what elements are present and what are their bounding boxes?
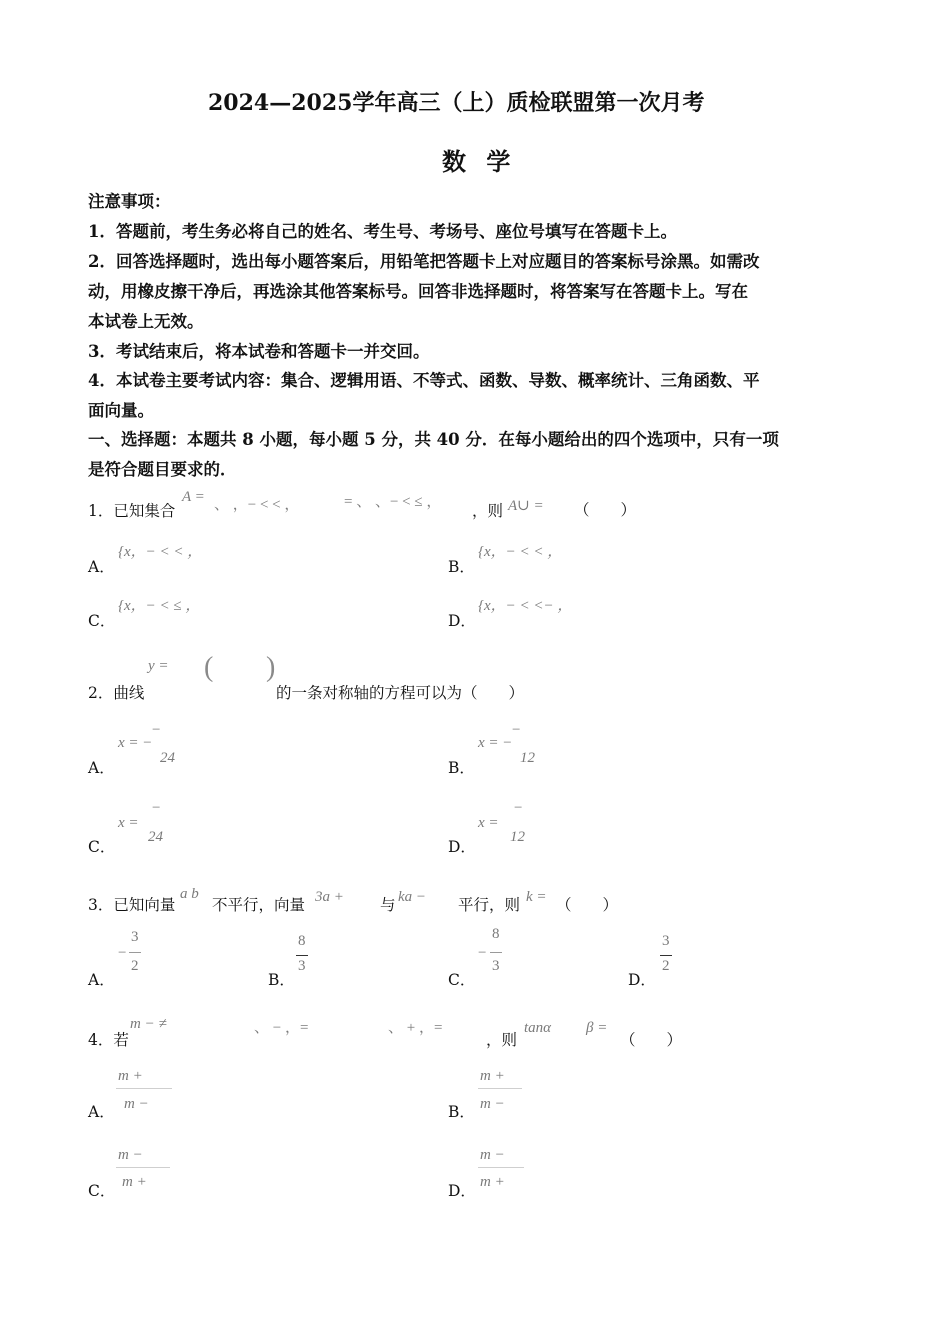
notice-item-2-line-1: 2．回答选择题时，选出每小题答案后，用铅笔把答题卡上对应题目的答案标号涂黑。如需改 bbox=[88, 252, 760, 271]
q2-option-a-den: 24 bbox=[160, 750, 175, 766]
q1-answer-blank: （ ） bbox=[574, 501, 637, 519]
q4-formula-eq-1: 、 − ，= bbox=[254, 1020, 309, 1036]
q2-option-b-den: 12 bbox=[520, 750, 535, 766]
q1-formula-set-a: A = bbox=[182, 489, 205, 505]
q3-option-b-fraction-bar bbox=[296, 955, 308, 956]
notice-item-2-line-2: 动，用橡皮擦干净后，再选涂其他答案标号。回答非选择题时，将答案写在答题卡上。写在 bbox=[88, 282, 748, 301]
q4-option-d-label: D． bbox=[448, 1182, 476, 1200]
q1-formula-union: A∪ = bbox=[508, 498, 544, 514]
q3-answer-blank: （ ） bbox=[556, 896, 619, 914]
q3-option-c-label: C． bbox=[448, 971, 476, 989]
exam-title: 2024—2025学年高三（上）质检联盟第一次月考 bbox=[208, 90, 705, 116]
q2-option-d-den: 12 bbox=[510, 829, 525, 845]
q2-stem: 2．曲线 bbox=[88, 684, 145, 702]
q2-tail: 的一条对称轴的方程可以为（ ） bbox=[276, 684, 525, 702]
q3-formula-vectors: a b bbox=[180, 886, 199, 902]
q1-stem: 1．已知集合 bbox=[88, 502, 176, 520]
q2-option-b-num: − bbox=[512, 722, 521, 738]
section-heading-line-2: 是符合题目要求的． bbox=[88, 460, 237, 479]
q3-option-b-den: 3 bbox=[298, 958, 306, 974]
q4-option-b-num: m + bbox=[480, 1068, 505, 1084]
q4-formula-beta: β = bbox=[586, 1020, 608, 1036]
q4-formula-condition: m − ≠ bbox=[130, 1016, 167, 1032]
q3-option-a-fraction-bar bbox=[129, 952, 141, 953]
q3-option-a-label: A． bbox=[88, 971, 115, 989]
q2-formula-y: y = bbox=[148, 658, 169, 674]
q1-option-b-expr: {x，− < < ， bbox=[478, 544, 563, 560]
q3-option-d-fraction-bar bbox=[660, 955, 672, 956]
q2-option-d-num: − bbox=[514, 800, 523, 816]
q2-option-d-lhs: x = bbox=[478, 815, 499, 831]
q3-option-c-num: 8 bbox=[492, 926, 500, 942]
q4-formula-eq-2: 、 + ，= bbox=[388, 1020, 443, 1036]
q4-formula-tan: tanα bbox=[524, 1020, 552, 1036]
q4-option-a-den: m − bbox=[124, 1096, 149, 1112]
q1-tail: ，则 bbox=[472, 502, 504, 520]
q3-formula-k: k = bbox=[526, 889, 547, 905]
q4-option-c-fraction-bar bbox=[116, 1167, 170, 1168]
q1-option-c-label: C． bbox=[88, 612, 116, 630]
q4-option-d-num: m − bbox=[480, 1147, 505, 1163]
notice-item-4-line-2: 面向量。 bbox=[88, 401, 154, 420]
q3-mid-2: 与 bbox=[380, 896, 396, 914]
q4-option-d-den: m + bbox=[480, 1174, 505, 1190]
q3-option-d-den: 2 bbox=[662, 958, 670, 974]
q2-option-a-num: − bbox=[152, 722, 161, 738]
q2-option-d-label: D． bbox=[448, 838, 476, 856]
q4-stem: 4．若 bbox=[88, 1031, 129, 1049]
q1-formula-set-a-cond: 、 ，− < < ， bbox=[214, 497, 300, 513]
q3-mid-1: 不平行，向量 bbox=[212, 896, 306, 914]
q1-formula-set-b: = 、 、− < ≤ ， bbox=[344, 494, 442, 510]
q2-formula-right-paren: ) bbox=[266, 652, 276, 683]
q2-option-a-lhs: x = − bbox=[118, 735, 153, 751]
q3-option-d-num: 3 bbox=[662, 933, 670, 949]
q4-option-b-fraction-bar bbox=[478, 1088, 522, 1089]
q1-option-a-label: A． bbox=[88, 558, 115, 576]
q2-option-c-den: 24 bbox=[148, 829, 163, 845]
notice-heading: 注意事项： bbox=[88, 192, 171, 211]
q3-mid-3: 平行，则 bbox=[458, 896, 521, 914]
q3-option-a-num: 3 bbox=[131, 929, 139, 945]
q4-tail: ，则 bbox=[486, 1031, 518, 1049]
q2-option-b-lhs: x = − bbox=[478, 735, 513, 751]
q2-option-c-label: C． bbox=[88, 838, 116, 856]
q3-option-c-fraction-bar bbox=[490, 952, 502, 953]
q3-formula-vec-1: 3a + bbox=[315, 889, 344, 905]
q2-formula-left-paren: ( bbox=[204, 652, 214, 683]
q2-option-c-lhs: x = bbox=[118, 815, 139, 831]
q3-option-b-num: 8 bbox=[298, 933, 306, 949]
q2-option-a-label: A． bbox=[88, 759, 115, 777]
q4-option-a-fraction-bar bbox=[116, 1088, 172, 1089]
q3-option-d-label: D． bbox=[628, 971, 656, 989]
q3-formula-vec-2: ka − bbox=[398, 889, 427, 905]
q4-answer-blank: （ ） bbox=[620, 1031, 683, 1049]
q3-option-b-label: B． bbox=[268, 971, 295, 989]
q4-option-c-label: C． bbox=[88, 1182, 116, 1200]
q4-option-c-den: m + bbox=[122, 1174, 147, 1190]
q1-option-a-expr: {x，− < < ， bbox=[118, 544, 203, 560]
section-heading-line-1: 一、选择题：本题共 8 小题，每小题 5 分，共 40 分．在每小题给出的四个选项中，只有一项 bbox=[88, 430, 779, 449]
q4-option-d-fraction-bar bbox=[478, 1167, 524, 1168]
q4-option-c-num: m − bbox=[118, 1147, 143, 1163]
q4-option-b-label: B． bbox=[448, 1103, 475, 1121]
q3-option-a-den: 2 bbox=[131, 958, 139, 974]
q2-option-b-label: B． bbox=[448, 759, 475, 777]
notice-item-2-line-3: 本试卷上无效。 bbox=[88, 312, 204, 331]
q3-option-c-den: 3 bbox=[492, 958, 500, 974]
notice-item-1: 1．答题前，考生务必将自己的姓名、考生号、考场号、座位号填写在答题卡上。 bbox=[88, 222, 677, 241]
q1-option-b-label: B． bbox=[448, 558, 475, 576]
notice-item-3: 3．考试结束后，将本试卷和答题卡一并交回。 bbox=[88, 342, 430, 361]
q3-stem: 3．已知向量 bbox=[88, 896, 176, 914]
subject-title: 数 学 bbox=[442, 147, 517, 176]
q1-option-c-expr: {x，− < ≤ ， bbox=[118, 598, 201, 614]
notice-item-4-line-1: 4．本试卷主要考试内容：集合、逻辑用语、不等式、函数、导数、概率统计、三角函数、平 bbox=[88, 371, 760, 390]
q4-option-a-num: m + bbox=[118, 1068, 143, 1084]
q4-option-a-label: A． bbox=[88, 1103, 115, 1121]
q1-option-d-label: D． bbox=[448, 612, 476, 630]
q2-option-c-num: − bbox=[152, 800, 161, 816]
q3-option-a-sign: − bbox=[118, 945, 127, 961]
q4-option-b-den: m − bbox=[480, 1096, 505, 1112]
q1-option-d-expr: {x，− < <− ， bbox=[478, 598, 573, 614]
q3-option-c-sign: − bbox=[478, 945, 487, 961]
